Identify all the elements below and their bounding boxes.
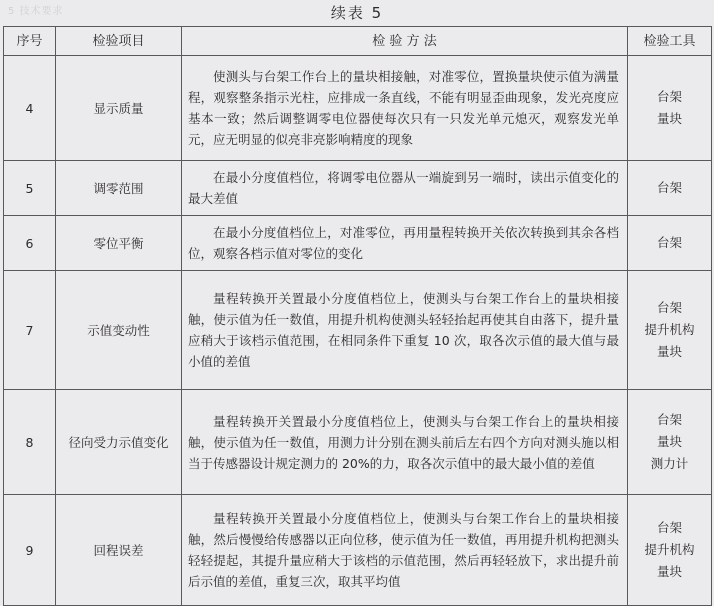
row-method-text: 在最小分度值档位，将调零电位器从一端旋到另一端时，读出示值变化的最大差值	[188, 170, 619, 206]
row-number: 7	[4, 271, 56, 390]
row-method	[182, 390, 628, 495]
row-item: 显示质量	[56, 56, 182, 161]
row-number: 8	[4, 390, 56, 495]
table-row	[4, 56, 712, 161]
row-item: 零位平衡	[56, 216, 182, 271]
table-row	[4, 390, 712, 495]
row-tools	[628, 271, 712, 390]
row-number: 6	[4, 216, 56, 271]
row-method-text: 在最小分度值档位上，对准零位，再用量程转换开关依次转换到其余各档位，观察各档示值对零位的变化	[188, 225, 619, 261]
tool-name: 台架	[656, 180, 682, 195]
row-tools	[628, 495, 712, 606]
row-item: 示值变动性	[56, 271, 182, 390]
bleed-through-text: 5 技术要求	[8, 6, 64, 17]
table-row	[4, 271, 712, 390]
tool-name: 量块	[656, 111, 682, 126]
row-method-text: 使测头与台架工作台上的量块相接触，对准零位，置换量块使示值为满量程，观察整条指示光柱，应排成一条直线，不能有明显歪曲现象，发光亮度应基本一致；然后调整调零电位器使每次只有一只发光单元熄灭，观察发光单元，应无明显的似亮非亮影响精度的现象	[188, 69, 619, 147]
tool-name: 量块	[656, 344, 682, 359]
row-item: 回程误差	[56, 495, 182, 606]
row-method-text: 量程转换开关置最小分度值档位上，使测头与台架工作台上的量块相接触，使示值为任一数值，用测力计分别在测头前后左右四个方向对测头施以相当于传感器设计规定测力的 20%的力，取各次示值中的最大最小值的差值	[188, 413, 619, 471]
row-tools	[628, 390, 712, 495]
row-number: 4	[4, 56, 56, 161]
row-method	[182, 216, 628, 271]
table-header-row	[4, 27, 712, 56]
table-row	[4, 216, 712, 271]
row-method	[182, 495, 628, 606]
row-item: 径向受力示值变化	[56, 390, 182, 495]
tool-name: 提升机构	[644, 322, 695, 337]
row-method	[182, 271, 628, 390]
row-method	[182, 56, 628, 161]
tool-name: 台架	[656, 520, 682, 535]
row-item: 调零范围	[56, 161, 182, 216]
row-tools	[628, 161, 712, 216]
header-method: 检 验 方 法	[182, 27, 628, 56]
table-row	[4, 495, 712, 606]
row-method-text: 量程转换开关置最小分度值档位上，使测头与台架工作台上的量块相接触，使示值为任一数值，用提升机构使测头轻轻抬起再使其自由落下，提升量应稍大于该档示值范围，在相同条件下重复 10 次，取各次示值的最大值与最小值的差值	[188, 291, 619, 369]
tool-name: 台架	[656, 89, 682, 104]
row-tools	[628, 216, 712, 271]
tool-name: 量块	[656, 434, 682, 449]
row-number: 9	[4, 495, 56, 606]
row-method	[182, 161, 628, 216]
header-no: 序号	[4, 27, 56, 56]
tool-name: 台架	[656, 300, 682, 315]
table-row	[4, 161, 712, 216]
tool-name: 提升机构	[644, 542, 695, 557]
row-method-text: 量程转换开关置最小分度值档位上，使测头与台架工作台上的量块相接触，然后慢慢给传感器以正向位移，使示值为任一数值，再用提升机构把测头轻轻提起，其提升量应稍大于该档的示值范围，然后再轻轻放下，求出提升前后示值的差值，重复三次，取其平均值	[188, 511, 619, 589]
tool-name: 台架	[656, 235, 682, 250]
header-tool: 检验工具	[628, 27, 712, 56]
header-item: 检验项目	[56, 27, 182, 56]
row-tools	[628, 56, 712, 161]
row-number: 5	[4, 161, 56, 216]
tool-name: 台架	[656, 412, 682, 427]
tool-name: 量块	[656, 564, 682, 579]
inspection-table	[3, 26, 712, 606]
tool-name: 测力计	[650, 456, 689, 471]
table-caption: 续表 5	[330, 4, 384, 22]
